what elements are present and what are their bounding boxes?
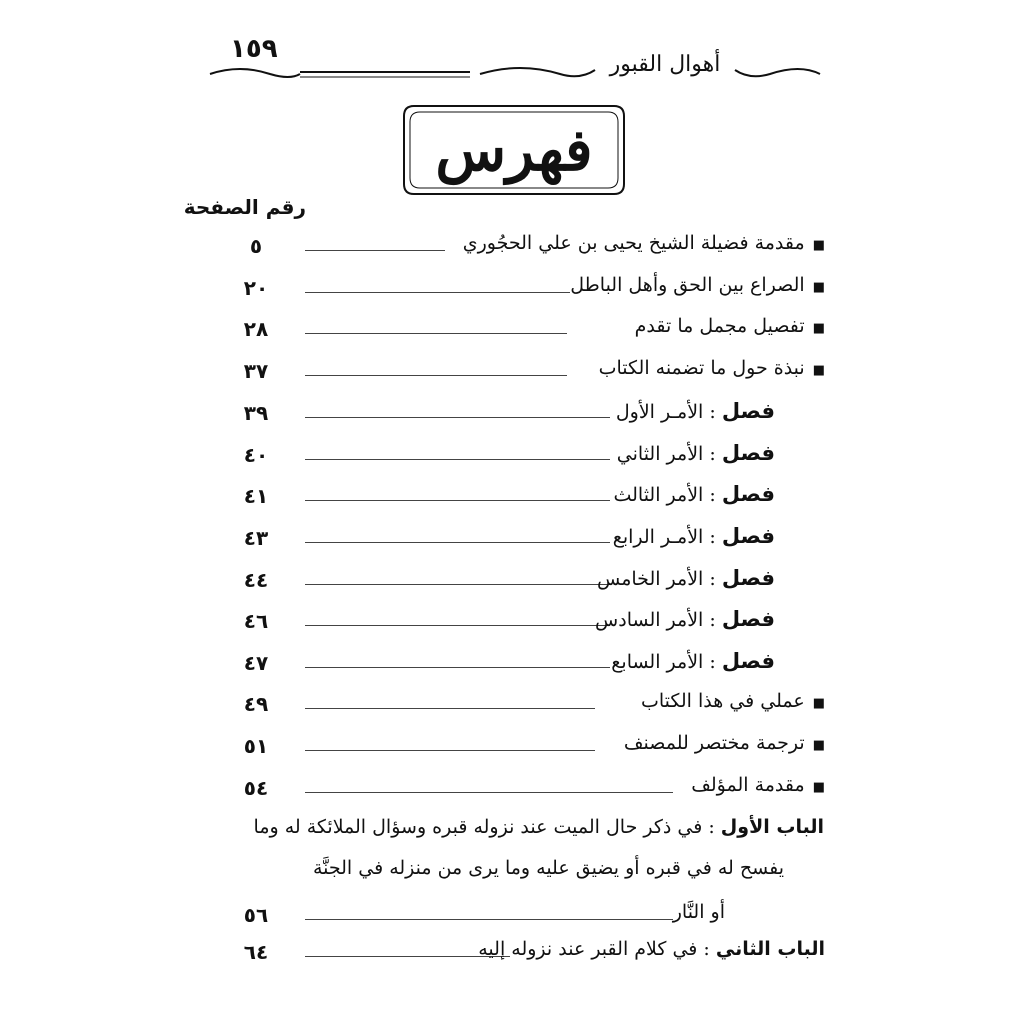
toc-row — [235, 603, 825, 639]
toc-page-number: ٥٤ — [243, 776, 269, 800]
toc-label: : الأمر السادس — [595, 609, 716, 631]
toc-page-number: ٤٤ — [243, 568, 269, 592]
square-bullet-icon: ■ — [812, 321, 825, 336]
fasl-label: فصل — [721, 441, 775, 465]
chapter-1-line-2: يفسح له في قبره أو يضيق عليه وما يرى من منزله في الجنَّة — [312, 857, 784, 879]
chapter-1-text-3: أو النَّار — [672, 901, 725, 923]
toc-page-number: ٥١ — [243, 734, 269, 758]
chapter-1-text-1: : في ذكر حال الميت عند نزوله قبره وسؤال الملائكة له وما — [253, 816, 715, 838]
toc-label: : الأمر الخامس — [596, 568, 716, 590]
toc-row — [235, 770, 825, 806]
fasl-label: فصل — [721, 649, 775, 673]
toc-page-number: ٤٧ — [243, 651, 269, 675]
book-title: أهوال القبور — [609, 52, 721, 77]
square-bullet-icon: ■ — [812, 238, 825, 253]
toc-page-number: ٣٧ — [243, 359, 269, 383]
leader-line — [305, 750, 595, 751]
leader-line — [305, 708, 595, 709]
toc-row — [235, 311, 825, 347]
toc-entry — [635, 315, 825, 337]
toc-page-number: ٢٨ — [243, 317, 269, 341]
toc-page-number: ٣٩ — [243, 401, 269, 425]
fasl-label: فصل — [721, 566, 775, 590]
toc-label: تفصيل مجمل ما تقدم — [634, 315, 805, 337]
toc-entry — [599, 357, 825, 379]
fasl-label: فصل — [721, 524, 775, 548]
leader-line — [305, 625, 610, 626]
leader-line — [305, 542, 610, 543]
square-bullet-icon: ■ — [812, 280, 825, 295]
toc-page-number: ٥٦ — [243, 903, 269, 927]
square-bullet-icon: ■ — [812, 780, 825, 795]
leader-line — [305, 919, 673, 920]
leader-line — [305, 667, 610, 668]
toc-row — [235, 562, 825, 598]
toc-entry — [597, 566, 775, 590]
toc-row — [235, 353, 825, 389]
square-bullet-icon: ■ — [812, 738, 825, 753]
leader-line — [305, 500, 610, 501]
toc-entry — [570, 274, 825, 296]
toc-page-number: ٢٠ — [243, 276, 269, 300]
chapter-1-title: الباب الأول — [720, 816, 824, 838]
fasl-label: فصل — [721, 399, 775, 423]
toc-entry — [611, 649, 775, 673]
toc-label: نبذة حول ما تضمنه الكتاب — [598, 357, 805, 379]
square-bullet-icon: ■ — [812, 696, 825, 711]
toc-row — [235, 645, 825, 681]
toc-entry — [595, 607, 775, 631]
toc-row — [235, 897, 825, 933]
toc-row — [235, 270, 825, 306]
leader-line — [305, 292, 570, 293]
toc-entry — [463, 232, 825, 254]
fasl-label: فصل — [721, 607, 775, 631]
toc-row — [235, 478, 825, 514]
chapter-2-text: : في كلام القبر عند نزوله إليه — [478, 938, 710, 960]
toc-row — [235, 437, 825, 473]
toc-label: : الأمـر الرابع — [612, 526, 716, 548]
square-bullet-icon: ■ — [812, 363, 825, 378]
toc-entry — [613, 524, 775, 548]
toc-label: : الأمر الثاني — [616, 443, 716, 465]
leader-line — [305, 333, 567, 334]
toc-row — [235, 395, 825, 431]
toc-page-number: ٦٤ — [243, 940, 269, 964]
toc-entry — [617, 441, 775, 465]
fasl-label: فصل — [721, 482, 775, 506]
toc-page-number: ٥ — [249, 234, 263, 258]
page-number: ١٥٩ — [230, 34, 278, 64]
toc-page-number: ٤٣ — [243, 526, 269, 550]
toc-row — [235, 520, 825, 556]
toc-entry — [641, 690, 825, 712]
chapter-1-line-1 — [254, 816, 824, 838]
page-number-column-header: رقم الصفحة — [183, 195, 306, 219]
toc-label: الصراع بين الحق وأهل الباطل — [570, 274, 805, 296]
page-title: فهرس — [435, 116, 593, 184]
toc-entry — [673, 901, 725, 923]
leader-line — [305, 417, 610, 418]
toc-label: : الأمر الثالث — [613, 484, 716, 506]
toc-entry — [613, 482, 775, 506]
toc-label: مقدمة فضيلة الشيخ يحيى بن علي الحجُوري — [462, 232, 805, 254]
toc-page-number: ٤٩ — [243, 692, 269, 716]
toc-row — [235, 934, 825, 970]
toc-label: مقدمة المؤلف — [691, 774, 805, 796]
toc-entry — [478, 938, 825, 960]
toc-label: : الأمـر الأول — [615, 401, 716, 423]
toc-row — [235, 728, 825, 764]
toc-page-number: ٤٠ — [243, 443, 269, 467]
leader-line — [305, 375, 567, 376]
toc-label: ترجمة مختصر للمصنف — [623, 732, 805, 754]
chapter-2-title: الباب الثاني — [715, 938, 825, 960]
leader-line — [305, 792, 673, 793]
toc-page-number: ٤٦ — [243, 609, 269, 633]
toc-entry — [616, 399, 775, 423]
toc-page-number: ٤١ — [243, 484, 269, 508]
header-ornament — [200, 40, 830, 88]
toc-label: عملي في هذا الكتاب — [640, 690, 805, 712]
leader-line — [305, 459, 610, 460]
leader-line — [305, 584, 610, 585]
leader-line — [305, 250, 445, 251]
toc-label: : الأمر السابع — [611, 651, 716, 673]
toc-entry — [624, 732, 825, 754]
toc-entry — [691, 774, 825, 796]
toc-row — [235, 228, 825, 264]
toc-row — [235, 686, 825, 722]
